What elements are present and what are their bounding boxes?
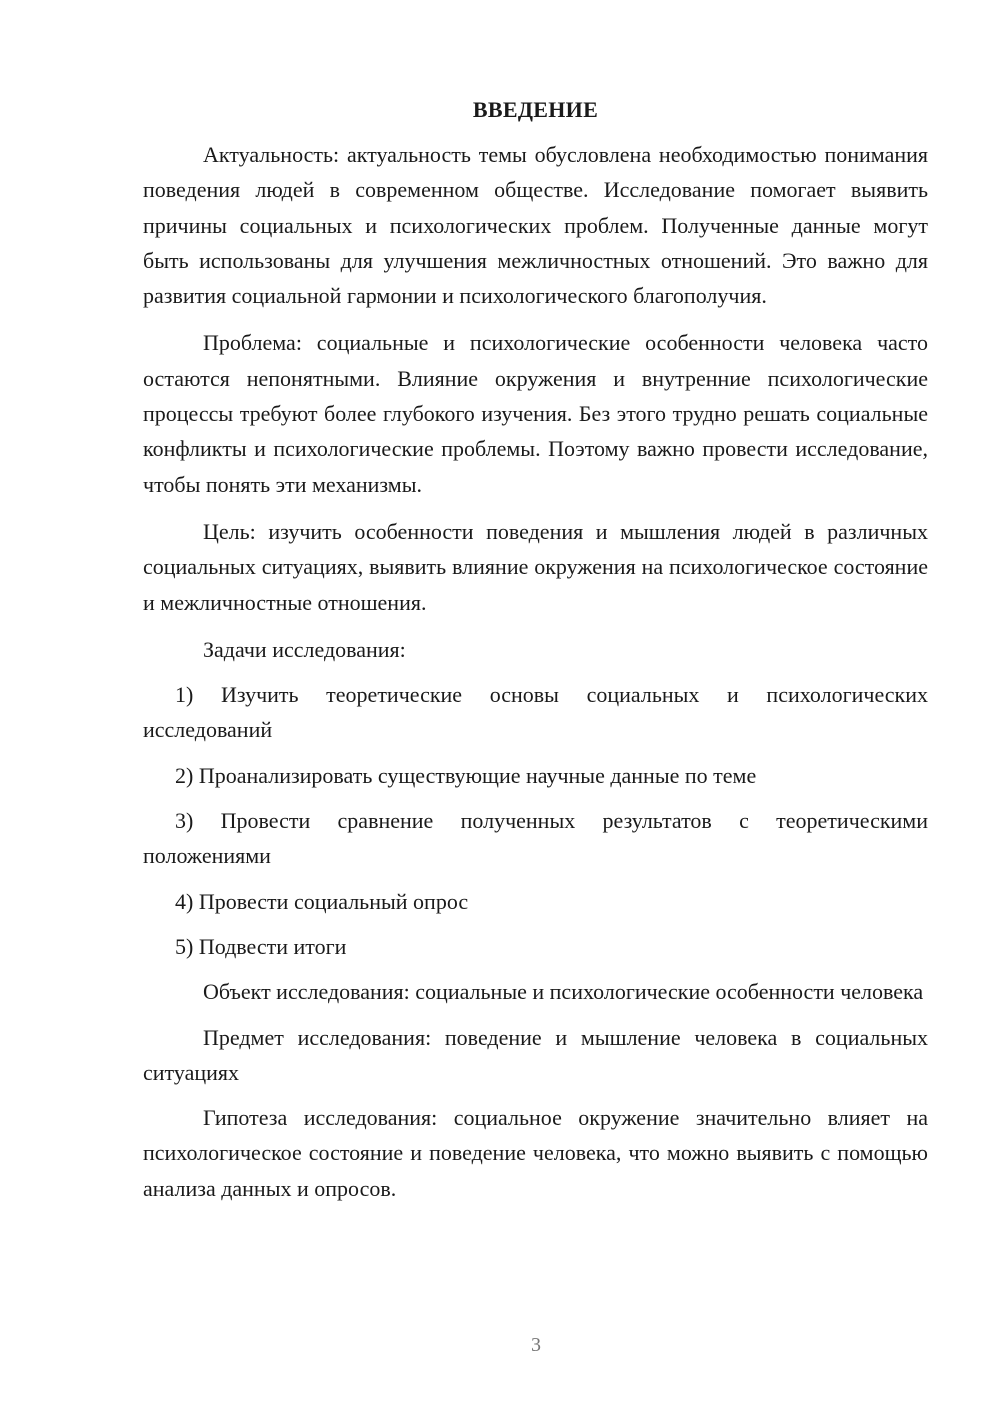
hypothesis-paragraph: Гипотеза исследования: социальное окружение значительно влияет на психологическое состояние и поведение человека, что можно выявить с помощью анализа данных и опросов. bbox=[143, 1105, 928, 1201]
task-item: 1) Изучить теоретические основы социальных и психологических исследований bbox=[143, 682, 928, 743]
section-title: ВВЕДЕНИЕ bbox=[472, 97, 599, 122]
task-item: 5) Подвести итоги bbox=[175, 933, 347, 959]
tasks-list bbox=[143, 677, 928, 964]
goal-paragraph: Цель: изучить особенности поведения и мышления людей в различных социальных ситуациях, выявить влияние окружения на психологическое состояние и межличностные отношения. bbox=[143, 518, 928, 615]
relevance-paragraph: Актуальность: актуальность темы обусловлена необходимостью понимания поведения людей в современном обществе. Исследование помогает выявить причины социальных и психологических проблем. Полученные данные могут быть использованы для улучшения межличностных отношений. Это важно для развития социальной гармонии и психологического благополучия. bbox=[143, 142, 928, 309]
page-number: 3 bbox=[531, 1334, 541, 1356]
task-item: 2) Проанализировать существующие научные данные по теме bbox=[175, 762, 757, 788]
problem-paragraph: Проблема: социальные и психологические особенности человека часто остаются непонятными. Влияние окружения и внутренние психологические процессы требуют более глубокого изучения. Без этого трудно решать социальные конфликты и психологические проблемы. Поэтому важно провести исследование, чтобы понять эти механизмы. bbox=[143, 330, 928, 497]
tasks-heading: Задачи исследования: bbox=[203, 636, 406, 662]
document-page bbox=[143, 92, 928, 1206]
task-item: 3) Провести сравнение полученных результатов с теоретическими положениями bbox=[143, 808, 928, 869]
task-item: 4) Провести социальный опрос bbox=[175, 888, 469, 914]
object-paragraph: Объект исследования: социальные и психологические особенности человека bbox=[203, 979, 924, 1005]
subject-paragraph: Предмет исследования: поведение и мышление человека в социальных ситуациях bbox=[143, 1024, 928, 1085]
